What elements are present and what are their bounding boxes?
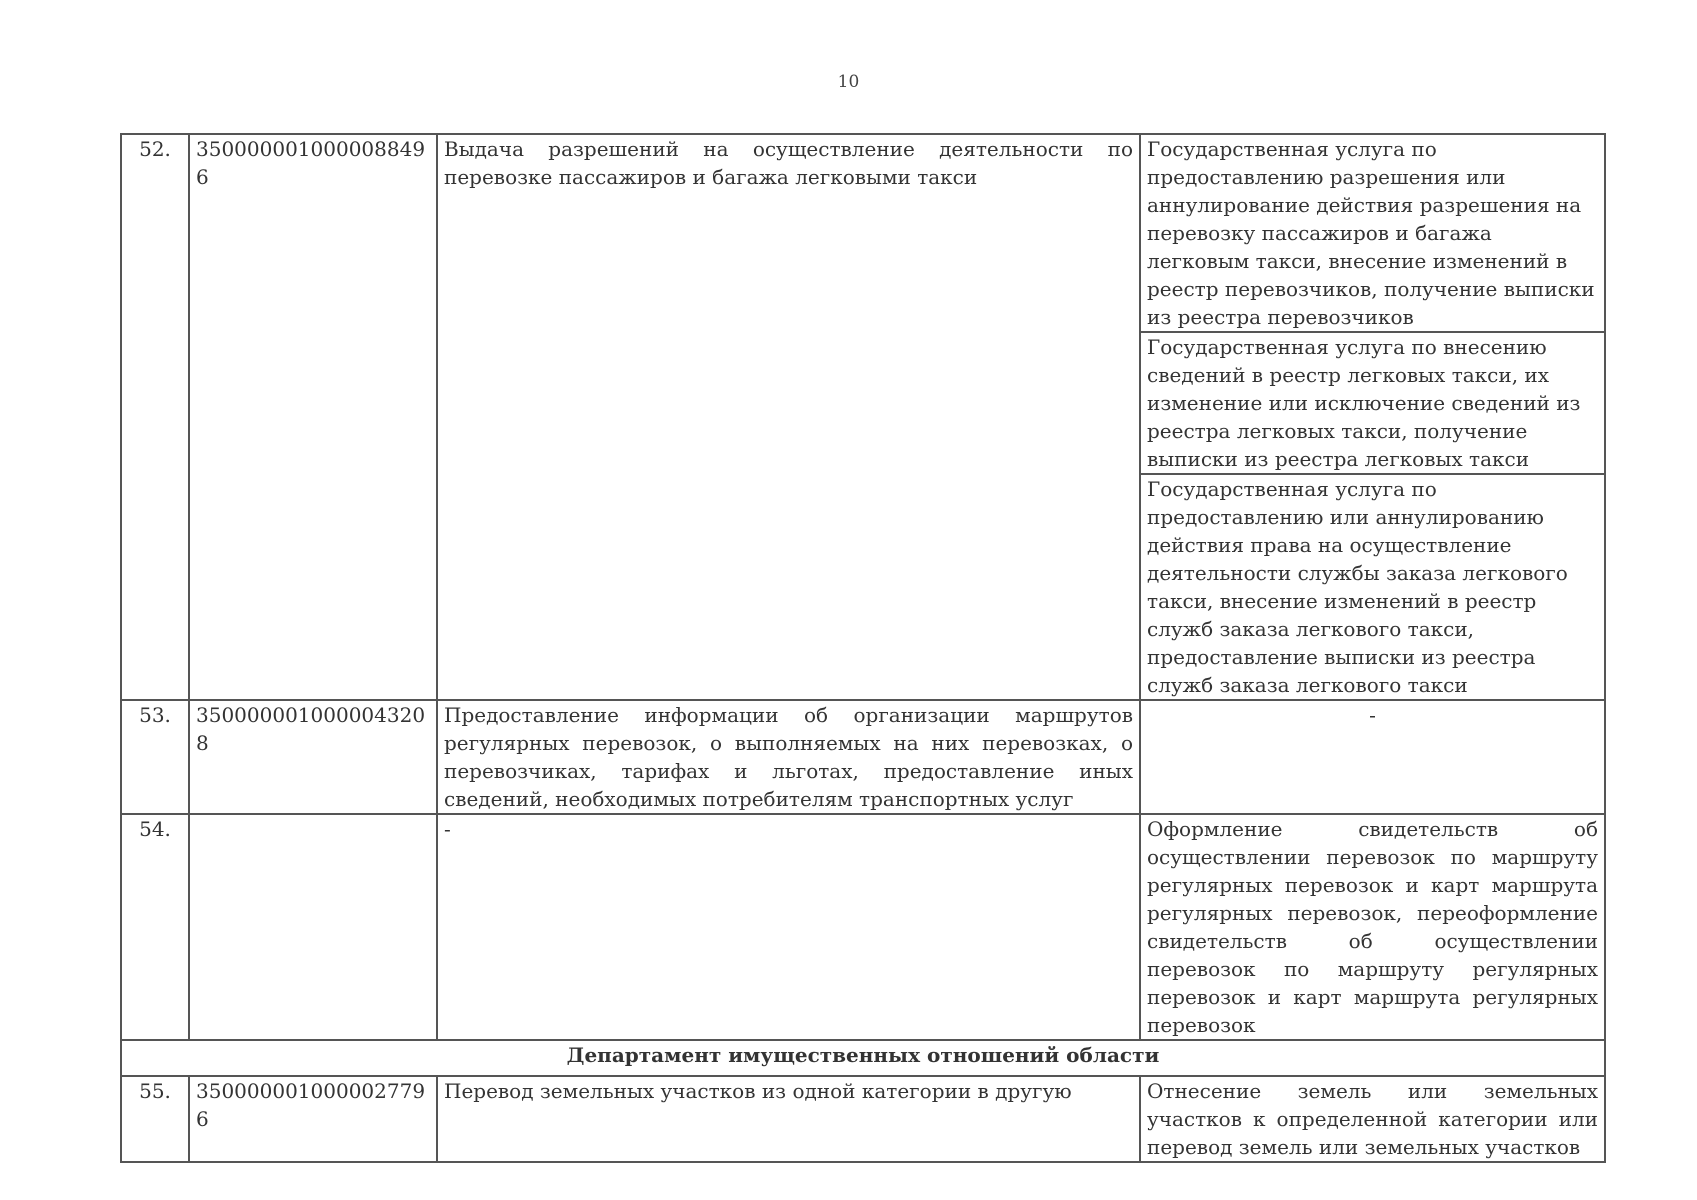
table-row-55 bbox=[121, 1076, 1605, 1162]
service-name: Выдача разрешений на осуществление деятельности по перевозке пассажиров и багажа легковыми такси bbox=[437, 134, 1140, 700]
related-service: Государственная услуга по предоставлению разрешения или аннулирование действия разрешения на перевозку пассажиров и багажа легковым такси, внесение изменений в реестр перевозчиков, получение выписки из реестра перевозчиков bbox=[1140, 134, 1605, 332]
service-name: Предоставление информации об организации маршрутов регулярных перевозок, о выполняемых на них перевозках, о перевозчиках, тарифах и льготах, предоставление иных сведений, необходимых потребителям транспортных услуг bbox=[437, 700, 1140, 814]
service-code: 350000001000004320 8 bbox=[189, 700, 437, 814]
row-number: 54. bbox=[121, 814, 189, 1040]
service-name: - bbox=[437, 814, 1140, 1040]
service-code bbox=[189, 814, 437, 1040]
table-row-53 bbox=[121, 700, 1605, 814]
row-number: 53. bbox=[121, 700, 189, 814]
service-name: Перевод земельных участков из одной категории в другую bbox=[437, 1076, 1140, 1162]
section-header-row bbox=[121, 1040, 1605, 1076]
related-service: Государственная услуга по внесению сведений в реестр легковых такси, их изменение или исключение сведений из реестра легковых такси, получение выписки из реестра легковых такси bbox=[1140, 332, 1605, 474]
row-number: 55. bbox=[121, 1076, 189, 1162]
row-number: 52. bbox=[121, 134, 189, 700]
related-service: - bbox=[1140, 700, 1605, 814]
table-row-54 bbox=[121, 814, 1605, 1040]
related-service: Оформление свидетельств об осуществлении перевозок по маршруту регулярных перевозок и карт маршрута регулярных перевозок, переоформление свидетельств об осуществлении перевозок по маршруту регулярных перевозок и карт маршрута регулярных перевозок bbox=[1140, 814, 1605, 1040]
service-code: 350000001000002779 6 bbox=[189, 1076, 437, 1162]
section-title: Департамент имущественных отношений области bbox=[121, 1040, 1605, 1076]
related-service: Государственная услуга по предоставлению или аннулированию действия права на осуществление деятельности службы заказа легкового такси, внесение изменений в реестр служб заказа легкового такси, предоставление выписки из реестра служб заказа легкового такси bbox=[1140, 474, 1605, 700]
related-service: Отнесение земель или земельных участков к определенной категории или перевод земель или земельных участков bbox=[1140, 1076, 1605, 1162]
service-code: 350000001000008849 6 bbox=[189, 134, 437, 700]
page-number: 10 bbox=[837, 72, 860, 92]
services-table bbox=[120, 133, 1606, 1163]
table-row-52 bbox=[121, 134, 1605, 332]
